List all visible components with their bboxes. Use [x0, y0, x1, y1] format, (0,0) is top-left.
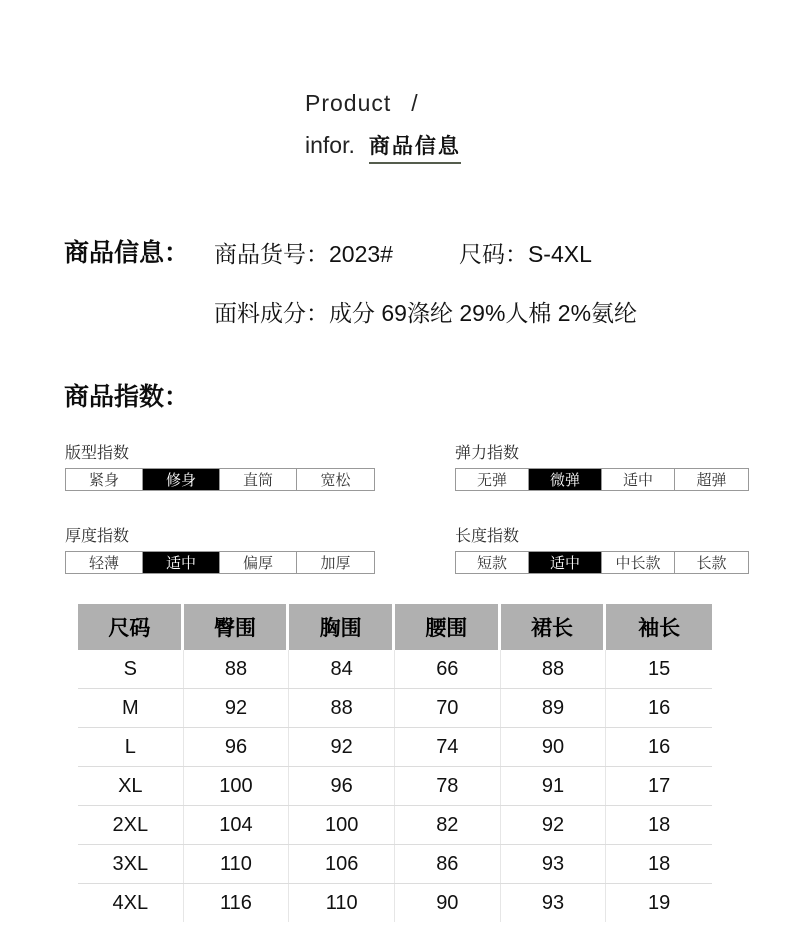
table-row — [78, 806, 712, 845]
size-table — [78, 604, 712, 922]
index-option: 适中 — [602, 469, 675, 490]
fabric-label: 面料成分： — [214, 300, 329, 326]
table-cell: 70 — [395, 689, 501, 727]
fit-index-group — [65, 440, 375, 491]
page-header — [305, 90, 461, 160]
size-table-header-row — [78, 604, 712, 650]
index-option: 中长款 — [602, 552, 675, 573]
length-index-group — [455, 523, 749, 574]
table-cell: M — [78, 689, 184, 727]
column-header: 腰围 — [395, 604, 501, 650]
index-option-selected: 微弹 — [529, 469, 602, 490]
table-cell: S — [78, 650, 184, 688]
elasticity-index-group — [455, 440, 749, 491]
table-row — [78, 767, 712, 806]
index-section-title: 商品指数： — [64, 383, 190, 411]
header-title-underlined: 商品信息 — [369, 135, 461, 164]
index-option-selected: 适中 — [529, 552, 602, 573]
fabric-line — [214, 295, 637, 328]
table-cell: 100 — [289, 806, 395, 844]
table-cell: 110 — [289, 884, 395, 922]
table-cell: 91 — [501, 767, 607, 805]
table-row — [78, 884, 712, 922]
table-cell: 66 — [395, 650, 501, 688]
index-option: 宽松 — [320, 472, 351, 489]
table-cell: 89 — [501, 689, 607, 727]
size-range-label: 尺码： — [458, 241, 528, 267]
thickness-index-bar — [65, 551, 375, 574]
table-cell: 92 — [501, 806, 607, 844]
index-option-selected: 修身 — [143, 469, 220, 490]
table-cell: 4XL — [78, 884, 184, 922]
table-cell: 100 — [184, 767, 290, 805]
table-cell: 106 — [289, 845, 395, 883]
table-cell: 2XL — [78, 806, 184, 844]
header-line-1 — [305, 90, 461, 117]
column-header: 臀围 — [184, 604, 290, 650]
table-row — [78, 650, 712, 689]
index-option: 无弹 — [456, 469, 529, 490]
table-cell: 3XL — [78, 845, 184, 883]
table-cell: 90 — [501, 728, 607, 766]
index-option-selected: 适中 — [143, 552, 220, 573]
column-header: 袖长 — [606, 604, 712, 650]
table-cell: 92 — [184, 689, 290, 727]
table-cell: 84 — [289, 650, 395, 688]
item-number-line — [214, 236, 592, 269]
table-cell: 88 — [184, 650, 290, 688]
item-number-label: 商品货号： — [214, 241, 329, 267]
table-cell: 96 — [184, 728, 290, 766]
header-line-2 — [305, 130, 461, 160]
index-option: 短款 — [456, 552, 529, 573]
table-cell: 16 — [648, 696, 671, 719]
table-cell: 18 — [648, 852, 671, 875]
table-cell: XL — [78, 767, 184, 805]
item-number-value: 2023# — [329, 241, 393, 267]
fabric-value: 成分 69涤纶 29%人棉 2%氨纶 — [329, 300, 638, 326]
index-option: 超弹 — [696, 472, 727, 489]
table-cell: 90 — [395, 884, 501, 922]
table-cell: 78 — [395, 767, 501, 805]
table-cell: 96 — [289, 767, 395, 805]
table-cell: 104 — [184, 806, 290, 844]
table-cell: 86 — [395, 845, 501, 883]
thickness-index-label: 厚度指数 — [65, 528, 130, 545]
table-cell: 16 — [648, 735, 671, 758]
table-cell: 17 — [648, 774, 671, 797]
table-cell: 74 — [395, 728, 501, 766]
table-cell: 116 — [184, 884, 290, 922]
table-cell: 15 — [648, 657, 671, 680]
table-cell: 88 — [289, 689, 395, 727]
fit-index-label: 版型指数 — [65, 445, 130, 462]
elasticity-index-bar — [455, 468, 749, 491]
table-cell: 18 — [648, 813, 671, 836]
table-row — [78, 845, 712, 884]
table-row — [78, 728, 712, 767]
header-product-word: Product — [305, 90, 392, 116]
table-cell: 19 — [648, 891, 671, 914]
index-option: 紧身 — [66, 469, 143, 490]
column-header: 裙长 — [501, 604, 607, 650]
header-slash: / — [411, 90, 419, 116]
index-option: 偏厚 — [220, 552, 297, 573]
table-cell: 93 — [501, 884, 607, 922]
table-row — [78, 689, 712, 728]
info-section-label: 商品信息： — [64, 239, 190, 267]
header-infor-word: infor. — [305, 132, 355, 158]
table-cell: L — [78, 728, 184, 766]
table-cell: 82 — [395, 806, 501, 844]
fit-index-bar — [65, 468, 375, 491]
thickness-index-group — [65, 523, 375, 574]
table-cell: 93 — [501, 845, 607, 883]
column-header: 胸围 — [289, 604, 395, 650]
table-cell: 92 — [289, 728, 395, 766]
index-option: 加厚 — [320, 555, 351, 572]
length-index-label: 长度指数 — [455, 528, 520, 545]
size-range-value: S-4XL — [527, 241, 592, 267]
elasticity-index-label: 弹力指数 — [455, 445, 520, 462]
table-cell: 88 — [501, 650, 607, 688]
index-option: 长款 — [696, 555, 727, 572]
length-index-bar — [455, 551, 749, 574]
index-option: 直筒 — [220, 469, 297, 490]
column-header: 尺码 — [78, 604, 184, 650]
table-cell: 110 — [184, 845, 290, 883]
index-option: 轻薄 — [66, 552, 143, 573]
